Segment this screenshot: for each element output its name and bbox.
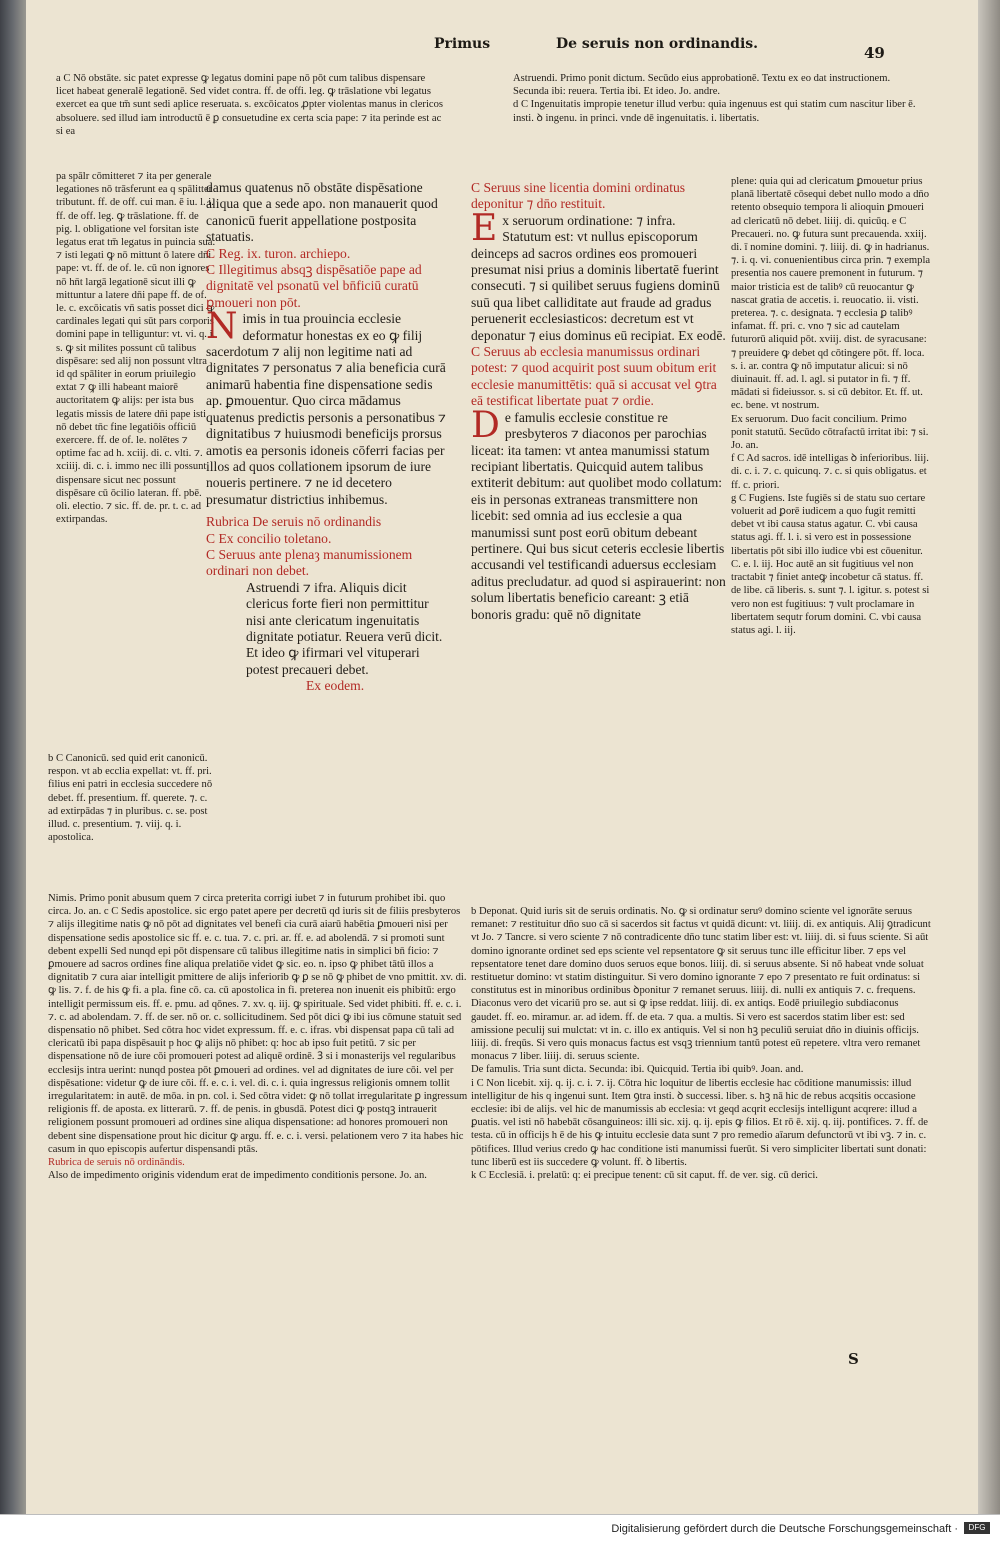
book-binding	[0, 0, 26, 1542]
gloss-paragraph: k C Ecclesiā. i. prelatū: q: ei precipue tenent: cū sit caput. ff. de ver. sig. cū derici.	[471, 1170, 818, 1182]
initial-letter: D	[471, 404, 500, 446]
folio-number: 49	[864, 44, 885, 62]
rubric-line: C Reg. ix. turon. archiepo.	[206, 245, 351, 261]
mid-gloss-top	[513, 72, 928, 172]
footer-bar	[0, 1514, 1000, 1542]
book-page	[26, 0, 978, 1515]
main-paragraph	[471, 207, 726, 344]
gloss-paragraph: b Deponat. Quid iuris sit de seruis ordinatis. No. ꝙ si ordinatur seruꝰ domino sciente vel ignorāte seruus remanet: ⁊ restituitur dn̄o suo cā si sacerdos sit factus vt quidā dicunt: vt. liiij. di. ex antiquis. Alij ꝯtradicunt vt Jo. ⁊ Tancre. si vero sciente ⁊ nō contradicente dn̄o tunc statim liber est: vt. liiij. di. si fuus sciente. Si aūt domino ignorante ordinet sed eps sciente vel repsentatore ꝙ sit seruus tunc ille efficitur liber. ⁊ eps vel repsentatore tenet dare domino duos seruos eque bonos. liiij. di. si seruus absente. Si nō habeat vnde soluat restituetur domino: vt statim distinguitur. Si vero domino ignorante ⁊ epo ⁊ presentato re fuit ordinatus: si constitutus est in minoribus ordinibus ꝺponitur ⁊ remanet seruus. liiij. di. nulli ex antiquis ⁊. c. frequens. Diaconus vero det vicariū pro se. aut si ꝙ ipse reddat. liiij. di. ex antiqs. Eodē priuilegio subdiaconus gaudet. ff. eo. miramur. ar. ad idem. ff. de eta. ⁊ qua. a multis. Si vero est sacerdos statim liber est: sed amissione peculij sui mulctat: vt in. c. illo ex antiquis. Vel si non hꝫ peculiū seruiat dn̄o in diuinis officijs. liiij. di. freqūs. Si vero quis monacus factus est vsqꝫ triennium tantū potest eū repetere. vltra vero remanet monacus ⁊ liber. liiij. di. seruus sciente.	[471, 906, 931, 1063]
rubric-line: Ex eodem.	[306, 678, 365, 694]
gloss-paragraph: f C Ad sacros. idē intelligas ꝺ inferioribus. liij. di. c. i. ⁊. c. quicunq. ⁊. c. si quis obligatus. et ff. c. priori.	[731, 453, 929, 491]
funding-notice: Digitalisierung gefördert durch die Deutsche Forschungsgemeinschaft ·	[611, 1523, 958, 1535]
main-text: x seruorum ordinatione: ⁊ infra. Statutum est: vt nullus episcoporum deinceps ad sacros ordines eos promoueri presumat nisi prius a dominis libertatē fuerint consecuti. ⁊ si quilibet seruus fugiens dominū suū qua libet calliditate aut fraude ad gradus peruenerit ecclesiasticos: decretum est vt deponatur ⁊ eius dominus eū recipiat. Ex eodē.	[471, 212, 726, 343]
main-text: imis in tua prouincia ecclesie deformatur honestas ex eo ꝙ filij sacerdotum ⁊ alij non legitime nati ad dignitates ⁊ personatus ⁊ alia beneficia curā animarū habentia fine dispensatione sedis ap. ꝑmouentur. Quo circa mādamus quatenus predictis personis a personatibus ⁊ dignitatibus ⁊ huiusmodi beneficijs prorsus amotis ea personis idoneis cōferri facias per illos ad quos collationem ipsorum de iure noueris pertinere. ⁊ ne id decetero presumatur districtius inhibemus.	[206, 311, 446, 507]
main-text-left	[206, 180, 446, 840]
gloss-paragraph: a C Nō obstāte. sic patet expresse ꝙ legatus domini pape nō pōt cum talibus dispensare licet habeat generalē legationē. Sed videt contra. ff. de offi. leg. ꝙ trāslatione vbi legatus exercet ea que tm̄ sunt sedi aplice reseruata. s. excōicatos ꝓpter violentas manus in clericos absoluere. sed illud iam introductū ē ꝑ consuetudine ex certa scia pape: ⁊ ita perinde est ac si ea	[56, 73, 444, 137]
gloss-paragraph: pa spālr cōmitteret ⁊ ita per generale legationes nō trāsferunt ea q spālitter tributunt. ff. de off. cui man. ē iu. l. i. ff. de off. leg. ꝙ trāslatione. ff. de pig. l. obligatione vel forsitan iste legatus erat tm̄ legatus in puincia sua. ⁊ isti legati ꝙ nō mittunt ō latere dn̄i pape: vt. ff. de of. le. cū non ignores nō hn̄t largā legationē sicut illi ꝙ mittuntur a latere dn̄i pape ff. de of. le. c. excōicatis vn̄ satis posset dici ꝙ cardinales legati qui sūt pars corporis domini pape in telliguntur: vt. vi. q. i. s. ꝙ sit milites possunt cū talibus dispēsare: sed alij non possunt vltra id qd spāliter in eorum priuilegio extat ⁊ ꝙ illi habeant maiorē auctoritatem ꝙ alijs: per ista bus legatis missis de latere dn̄i pape isti nō debet tn̄c fine legatiōis officiū exercere. ff. de of. le. nolētes ⁊ optime fac ad h. xciij. di. c. vlti. ⁊. xciiij. di. c. i. immo nec illi possunt dispensare sicut nec possunt dispēsare cū ōcilio lateran. ff. pbē. oli. electio. ⁊ sic. ff. de. pr. t. c. ad extirpandas.	[56, 171, 216, 526]
running-head-title: De seruis non ordinandis.	[556, 36, 759, 52]
bottom-left-gloss	[48, 892, 468, 1362]
gloss-paragraph: De famulis. Tria sunt dicta. Secunda: ibi. Quicquid. Tertia ibi quibꝰ. Joan. and.	[471, 1064, 804, 1076]
page-edge	[978, 0, 1000, 1542]
rubric-line: Rubrica de seruis nō ordināndis.	[48, 1157, 185, 1169]
left-gloss-top	[56, 72, 446, 168]
gloss-paragraph: plene: quia qui ad clericatum ꝑmouetur prius planā libertatē cōsequi debet nullo modo a dn̄o retento obsequio tempora li alioquin ꝑmoueri ad clericatū nō debet. liiij. di. quicūq. e C Precaueri. no. ꝙ futura sunt precauenda. xxiij. di. ī nomine domini. ⁊. liiij. di. ꝙ in hadrianus. ⁊. i. q. vi. conuenientibus circa prin. ⁊ exempla presentia nos cauere premonent in futurum. ⁊ maior tristicia est de talibꝰ cū reuocantur ꝙ nascat gratia de accetis. i. reuocatio. ii. visti. preterea. ⁊. c. designata. ⁊ ecclesia ꝑ talibꝰ infamat. ff. pri. c. vno ⁊ sic ad cautelam futurorū aliquid pōt. xviij. dist. de syracusane: ⁊ preuidere ꝙ debet qd cōtingere pōt. ff. loca. s. i. ar. contra ꝙ nō imputatur alicui: si nō diuinauit. ff. ad. l. agl. si putator in fi. ⁊ ff. mādati si fideiussor. s. si cū debitor. Et. ff. ut. ec. bene. vt nostrum.	[731, 176, 931, 412]
initial-letter: N	[206, 306, 238, 348]
rubric-line: C Seruus ante plenaȝ manumissionem ordinari non debet.	[206, 546, 413, 579]
main-paragraph: damus quatenus nō obstāte dispēsatione aliqua que a sede apo. non manauerit quod canonicū fuerit appellatione postposita statuatis.	[206, 180, 438, 245]
main-text: e famulis ecclesie constitue re presbyteros ⁊ diaconos per parochias liceat: ita tamen: vt antea manumissi statum recipiant libertatis. Quicquid autem talibus extiterit debitum: aut quolibet modo collatum: eis in personas extraneas transmittere non licebit: sed omnia ad ius ecclesie a qua manumissi sunt post eorū obitum debeant pertinere. Qui bus sicut ceteris ecclesie libertis accusandi vel testificandi aduersus ecclesiam aditus precludatur. ad quod si aspirauerint: non solum libertatis beneficio careant: ꝫ etiā bonoris gradu: quē nō dignitate	[471, 409, 726, 622]
dfg-logo: DFG	[964, 1522, 990, 1534]
rubric-line: C Ex concilio toletano.	[206, 530, 332, 546]
left-gloss-narrow	[56, 170, 216, 750]
gloss-paragraph: b C Canonicū. sed quid erit canonicū. respon. vt ab ecclia expellat: vt. ff. pri. filius eni patri in ecclesia succedere nō debet. ff. presentium. ff. querete. ⁊. c. ad extirpādas ⁊ in pluribus. c. se. post illud. c. presentium. ⁊. viij. q. i. apostolica.	[48, 753, 213, 844]
main-paragraph: Astruendi ⁊ ifra. Aliquis dicit clericus forte fieri non permittitur nisi ante clericatum ingenuitatis dignitate potiatur. Reuera verū dicit. Et ideo ꝙ ifirmari vel vituperari potest precaueri debet.	[246, 579, 443, 677]
gloss-paragraph: g C Fugiens. Iste fugiēs si de statu suo certare voluerit ad ꝑorē iudicem a quo fugit remitti debet vt ibi causa status agatur. C. vbi causa status agi. ff. l. i. si vero est in possessione libertatis pōt sibi illo iudice vbi est cōuenitur. C. e. l. iij. Hoc autē an sit fugitiuus vel non tractabit ⁊ finiet anteꝙ incobetur cā status. ff. de libe. cā liberis. s. sunt ⁊. l. igitur. s. potest si vero non est fugitiuus: ⁊ vult proclamare in libertatem sequtr forum domini. C. vbi causa status agi. l. iij.	[731, 492, 930, 636]
main-text-middle	[471, 180, 726, 880]
rubric-line: C Seruus sine licentia domini ordinatus deponitur ⁊ dn̄o restituit.	[471, 180, 686, 212]
gloss-paragraph: i C Non licebit. xij. q. ij. c. i. ⁊. ij. Cōtra hic loquitur de libertis ecclesie hac cōditione manumissis: illud intelligitur de his q ingenui sunt. Item ꝯtra insti. ꝺ successi. liber. s. hꝫ nā hic de rebus acqsitis occasione ecclesie: ibi de alijs. vel hic de manumissis ab ecclesia: vt geqd acqrit ecclesijs intelligunt acqrere: illud a ꝑuatis. vel isti nō habebāt cōsanguineos: illi sic. xij. q. ij. epis ꝙ filios. Et rō ē. xij. q. iij. pontifices. ⁊. ff. de testa. cū in officijs h ē de his ꝙ intuitu ecclesie data sunt ⁊ pro remedio aīarum defunctorū vt ibi vꝫ. ⁊ in. c. pōtifices. Illud verius credo ꝙ hac conditione isti manumissi fuerūt. Si vero simpliciter libertati sunt donati: tunc liberū est iis succedere ꝙ volunt. ff. ꝺ libertis.	[471, 1077, 928, 1168]
left-gloss-b	[48, 752, 216, 890]
gloss-paragraph: Also de impedimento originis videndum erat de impedimento conditionis persone. Jo. an.	[48, 1170, 427, 1182]
signature-mark: S	[848, 1350, 859, 1368]
rubric-line: C Illegitimus absqꝫ dispēsatiōe pape ad dignitatē vel psonatū vel bn̄ficiū curatū ꝑmoueri non pōt.	[206, 262, 422, 310]
main-paragraph	[206, 306, 446, 508]
bottom-right-gloss	[471, 905, 931, 1345]
rubric-line: C Seruus ab ecclesia manumissus ordinari potest: ⁊ quod acquirit post suum obitum erit ecclesie manumittētis: quā si accusat vel ꝯtra eā testificat libertate puat ⁊ ordie.	[471, 344, 717, 409]
initial-letter: E	[471, 207, 498, 249]
gloss-paragraph: Ex seruorum. Duo facit concilium. Primo ponit statutū. Secūdo cōtrafactū irritat ibi: ⁊ si. Jo. an.	[731, 413, 929, 452]
main-paragraph	[471, 404, 726, 623]
gloss-paragraph: d C Ingenuitatis impropie tenetur illud verbu: quia ingenuus est qui statim cum nascitur liber ē. insti. ꝺ ingenu. in princi. vnde dē ingenuitatis. i. libertatis.	[513, 99, 916, 124]
gloss-paragraph: Astruendi. Primo ponit dictum. Secūdo eius approbationē. Textu ex eo dat instructionem. Secunda ibi: reuera. Tertia ibi. Et ideo. Jo. andre.	[513, 73, 891, 98]
gloss-paragraph: Nimis. Primo ponit abusum quem ⁊ circa preterita corrigi iubet ⁊ in futurum prohibet ibi. quo circa. Jo. an. c C Sedis apostolice. sic ergo patet apere per decretū qd iuris sit de filiis presbyteros ⁊ alijs illegitime natis ꝙ nō pōt ad dignitates vel benefi cia curā aiarū habētia ꝑmoueri nisi per dispensatione sedis apostolice sic ff. e. c. tua. ⁊. c. pri. ar. ff. e. ad abolendā. ⁊ si promoti sunt debent expelli Sed nunqd epi pōt dispensare cū talibus illegitime natis in simplici bn̄ ficio: ⁊ ꝑmouere ad sacros ordines fine aliqua prelatiōe videt ꝙ sic. eo. n. ipso ꝙ phibet tātū illos a dignitatib ⁊ cura aiar intelligit pmittere de alijs inferiorib ꝙ ꝑ se nō ꝙ phibet de vno pmittit. xv. di. ꝙ lis. ⁊. f. de his ꝙ fi. a pla. fine cō. ca. cū apostolica in fi. preterea non inuenit eis phibitū: ergo intelligit permissum eis. ff. e. pmu. ad qōnes. ⁊. xv. q. iij. ꝙ spirituale. Sed videt phibiti. ff. e. c. i. ⁊. c. ad abolendam. ⁊. ff. de ser. nō or. c. sollicitudinem. Sed pōt dici ꝙ ibi ius cōmune statuit sed dispensatio nō phibet. Sed cōtra hoc videt expressum. ff. e. c. ifras. vbi dispensat papa cū tali ad clericatū ibi papa dispēsauit p hoc ꝙ alijs nō phibet: q: hoc ab ipso fuit petitū. ⁊ sic per dispensatione nō de iure cōi promoueri potest ad aliquē ordinē. Ꝫ si i monasterijs vel regularibus ecclesijs intra uerint: nunqd postea pōt ꝑmoueri ad ordines. vel ad dignitates de iure cōi. vel per dispēsatione: videtur ꝙ de iure cōi. ff. e. c. i. vel. di. c. i. quia ingressus religionis omnem tollit irregularitatem: in autē. de mōa. in pn. col. i. Sed cōtra videt: ꝙ nō tollat irregularitate ꝑ ingressum religionis ff. de aposta. ex litterarū. ⁊. ff. de penis. in gbusdā. Potest dici ꝙ postqꝫ intrauerit religionem possunt promoueri ad ordines sine aliqua dispensatione: ad honores promoueri non debent sine dispensatione prout hic dicitur ꝙ argu. ff. e. c. i. versi. pelationem vero ⁊ ita habes hic casum in quo episcopis aufertur dispensandi ptās.	[48, 893, 468, 1155]
right-gloss	[731, 175, 931, 880]
rubric-title: Rubrica De seruis nō ordinandis	[206, 514, 382, 530]
running-head-left: Primus	[434, 36, 491, 52]
